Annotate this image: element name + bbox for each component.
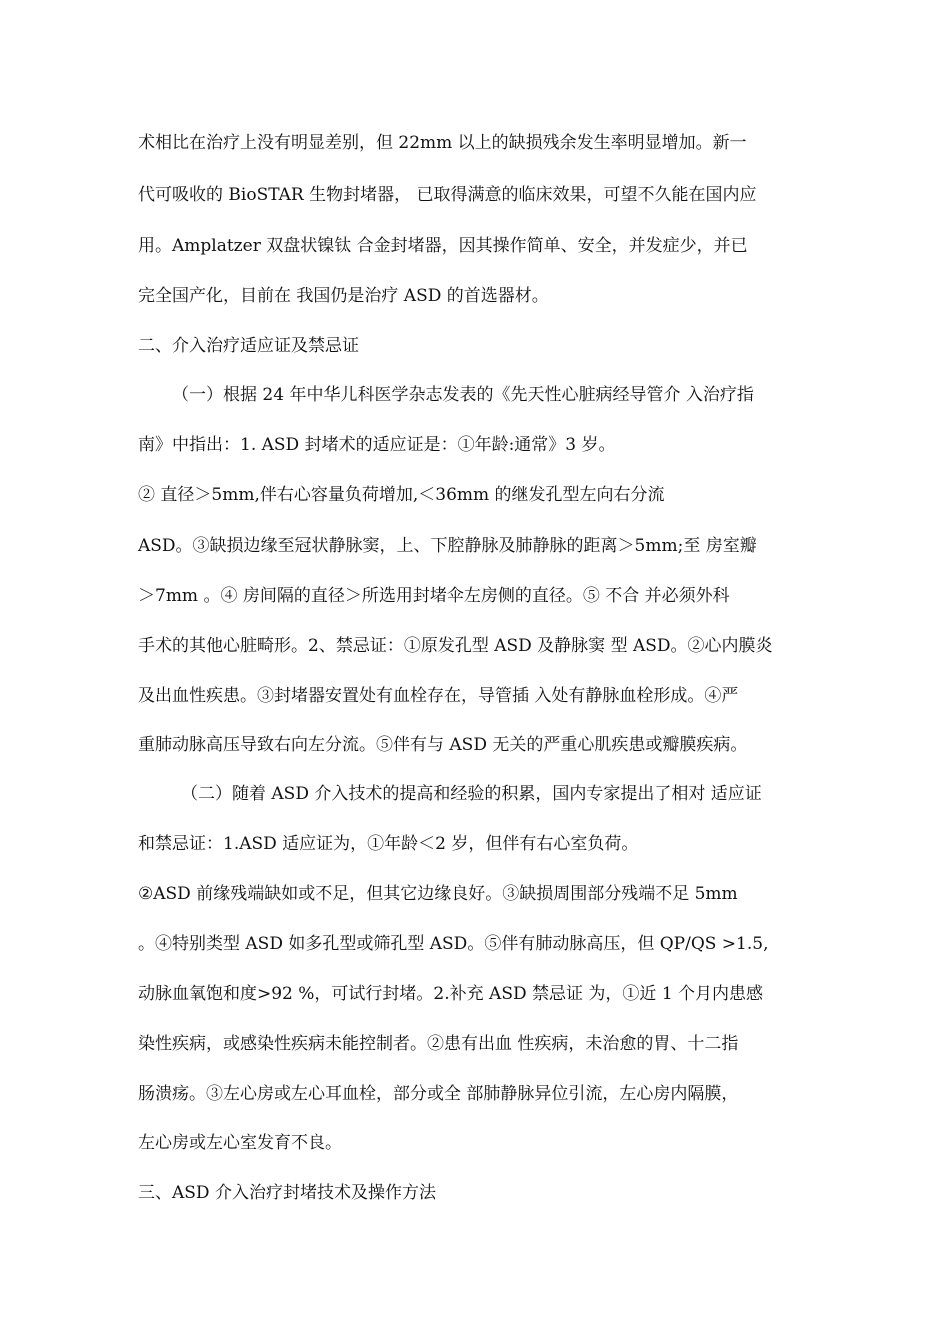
paragraph-line: 染性疾病，或感染性疾病未能控制者。②患有出血 性疾病，未治愈的胃、十二指 <box>138 1034 739 1054</box>
paragraph-line: ②ASD 前缘残端缺如或不足，但其它边缘良好。③缺损周围部分残端不足 5mm <box>138 884 738 904</box>
paragraph-line: 及出血性疾患。③封堵器安置处有血栓存在，导管插 入处有静脉血栓形成。④严 <box>138 686 739 706</box>
paragraph-line: 代可吸收的 BioSTAR 生物封堵器， 已取得满意的临床效果，可望不久能在国内应 <box>138 185 757 205</box>
paragraph-line: 手术的其他心脏畸形。2、禁忌证：①原发孔型 ASD 及静脉窦 型 ASD。②心内膜炎 <box>138 636 773 656</box>
paragraph-line: （二）随着 ASD 介入技术的提高和经验的积累，国内专家提出了相对 适应证 <box>181 784 762 804</box>
paragraph-line: ASD。③缺损边缘至冠状静脉窦，上、下腔静脉及肺静脉的距离＞5mm;至 房室瓣 <box>138 536 757 556</box>
paragraph-line: 肠溃疡。③左心房或左心耳血栓，部分或全 部肺静脉异位引流，左心房内隔膜， <box>138 1084 739 1104</box>
paragraph-line: 术相比在治疗上没有明显差别，但 22mm 以上的缺损残余发生率明显增加。新一 <box>138 133 747 153</box>
paragraph-line: ＞7mm 。④ 房间隔的直径＞所选用封堵伞左房侧的直径。⑤ 不合 并必须外科 <box>138 586 730 606</box>
paragraph-line: （一）根据 24 年中华儿科医学杂志发表的《先天性心脏病经导管介 入治疗指 <box>172 385 754 405</box>
section-heading: 三、ASD 介入治疗封堵技术及操作方法 <box>138 1183 436 1203</box>
paragraph-line: ② 直径＞5mm,伴右心容量负荷增加,＜36mm 的继发孔型左向右分流 <box>138 485 665 505</box>
section-heading: 二、介入治疗适应证及禁忌证 <box>138 336 359 356</box>
paragraph-line: 用。Amplatzer 双盘状镍钛 合金封堵器，因其操作简单、安全，并发症少，并已 <box>138 236 748 256</box>
paragraph-line: 左心房或左心室发育不良。 <box>138 1133 342 1153</box>
paragraph-line: 和禁忌证：1.ASD 适应证为，①年龄＜2 岁，但伴有右心室负荷。 <box>138 834 639 854</box>
paragraph-line: 完全国产化，目前在 我国仍是治疗 ASD 的首选器材。 <box>138 286 549 306</box>
paragraph-line: 南》中指出：1. ASD 封堵术的适应证是：①年龄:通常》3 岁。 <box>138 435 616 455</box>
paragraph-line: 。④特别类型 ASD 如多孔型或筛孔型 ASD。⑤伴有肺动脉高压，但 QP/QS >1.5, <box>138 934 769 954</box>
paragraph-line: 动脉血氧饱和度>92 %，可试行封堵。2.补充 ASD 禁忌证 为，①近 1 个月内患感 <box>138 984 764 1004</box>
paragraph-line: 重肺动脉高压导致右向左分流。⑤伴有与 ASD 无关的严重心肌疾患或瓣膜疾病。 <box>138 735 748 755</box>
